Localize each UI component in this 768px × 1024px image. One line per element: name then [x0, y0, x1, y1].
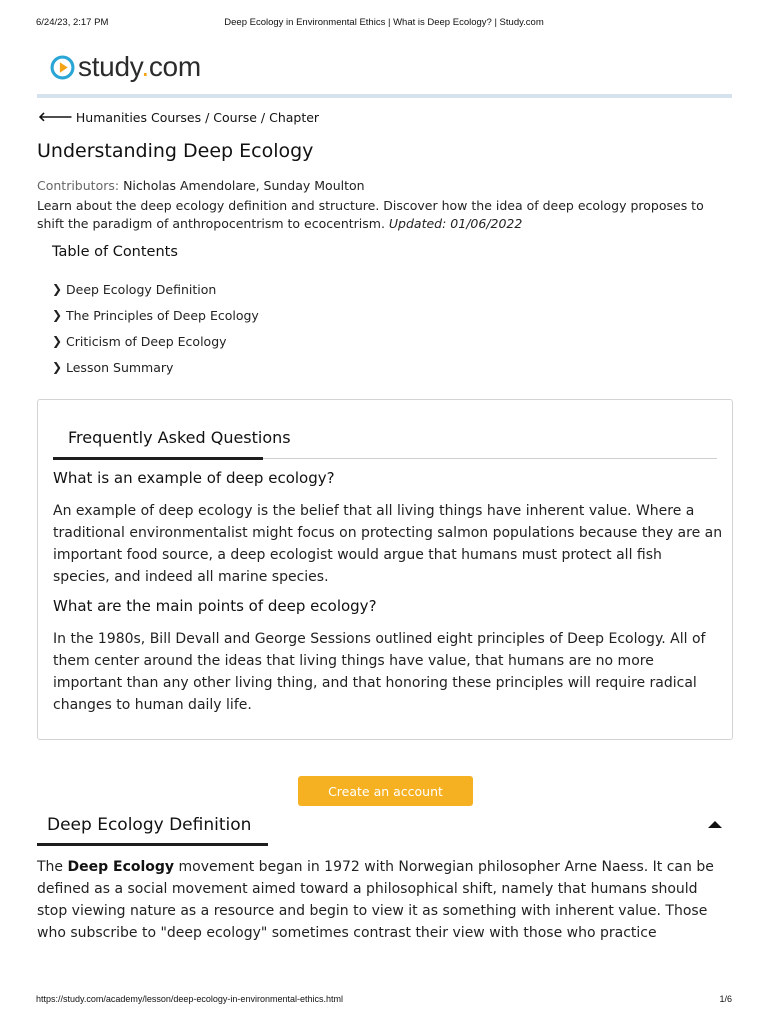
- body-rest: movement began in 1972 with Norwegian philosopher Arne Naess. It can be defined as a social movement aimed toward a philosophical shift, namely that humans should stop viewing nature as a resource and begin to view it as something with inherent value. Those who subscribe to "deep ecology" sometimes contrast their view with those who practice: [37, 859, 714, 941]
- toc-item-label: The Principles of Deep Ecology: [66, 307, 259, 323]
- study-logo[interactable]: [50, 50, 201, 84]
- faq-heading: Frequently Asked Questions: [68, 428, 291, 447]
- table-of-contents: [52, 276, 259, 380]
- toc-title: Table of Contents: [52, 244, 178, 260]
- logo-tld: com: [148, 51, 201, 82]
- faq-panel: [37, 399, 733, 740]
- breadcrumb-text: Humanities Courses / Course / Chapter: [75, 109, 320, 125]
- toc-item-label: Deep Ecology Definition: [66, 281, 217, 297]
- faq-question: What is an example of deep ecology?: [53, 469, 335, 487]
- description-text: Learn about the deep ecology definition and structure. Discover how the idea of deep ecology proposes to shift the paradigm of anthropocentrism to ecocentrism.: [37, 198, 704, 231]
- toc-item-definition[interactable]: [52, 276, 259, 302]
- print-title: Deep Ecology in Environmental Ethics | What is Deep Ecology? | Study.com: [224, 17, 544, 28]
- contributors-label: Contributors:: [37, 178, 120, 193]
- faq-divider: [263, 458, 717, 459]
- logo-name: study: [78, 51, 142, 82]
- term-deep-ecology: Deep Ecology: [67, 859, 175, 875]
- print-page-number: 1/6: [719, 994, 732, 1004]
- page-title: Understanding Deep Ecology: [37, 140, 314, 162]
- chevron-right-icon: ❯: [52, 308, 63, 322]
- play-logo-icon: [50, 55, 75, 80]
- contributors: [37, 178, 365, 193]
- toc-item-criticism[interactable]: [52, 328, 259, 354]
- chevron-right-icon: ❯: [52, 334, 63, 348]
- section-title: Deep Ecology Definition: [47, 815, 252, 835]
- body-intro: The: [37, 859, 68, 875]
- toc-item-summary[interactable]: [52, 354, 259, 380]
- chevron-right-icon: ❯: [52, 360, 63, 374]
- breadcrumb[interactable]: [38, 109, 319, 125]
- logo-dot: .: [141, 51, 149, 82]
- back-arrow-icon: 🡐: [38, 110, 73, 125]
- print-url: https://study.com/academy/lesson/deep-ecology-in-environmental-ethics.html: [36, 994, 343, 1004]
- toc-item-label: Criticism of Deep Ecology: [66, 333, 227, 349]
- faq-answer: In the 1980s, Bill Devall and George Sessions outlined eight principles of Deep Ecology. All of them center around the ideas that living things have value, that humans are no more important than any other living thing, and that honoring these principles will require radical changes to human daily life.: [53, 631, 706, 713]
- logo-text: [78, 51, 201, 83]
- print-datetime: 6/24/23, 2:17 PM: [36, 17, 109, 28]
- contributors-names: Nicholas Amendolare, Sunday Moulton: [123, 178, 365, 193]
- section-tab-underline: [37, 843, 268, 846]
- section-body: [37, 856, 729, 944]
- faq-tab-underline: [53, 457, 263, 460]
- lesson-description: [37, 197, 727, 233]
- toc-item-label: Lesson Summary: [66, 359, 174, 375]
- faq-question: What are the main points of deep ecology?: [53, 597, 377, 615]
- create-account-button[interactable]: Create an account: [298, 776, 473, 806]
- collapse-caret-icon[interactable]: [708, 821, 722, 828]
- chevron-right-icon: ❯: [52, 282, 63, 296]
- updated-date: Updated: 01/06/2022: [388, 216, 523, 231]
- faq-answer: An example of deep ecology is the belief that all living things have inherent value. Where a traditional environmentalist might focus on protecting salmon populations because they are an important food source, a deep ecologist would argue that humans must protect all fish species, and indeed all marine species.: [53, 503, 723, 585]
- toc-item-principles[interactable]: [52, 302, 259, 328]
- header-divider: [37, 94, 732, 98]
